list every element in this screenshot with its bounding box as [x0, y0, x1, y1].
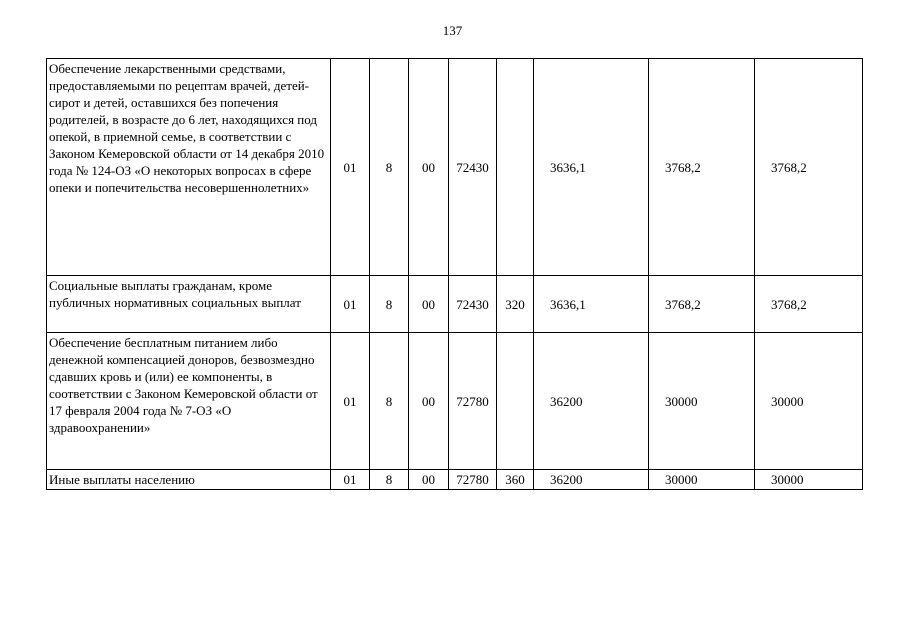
- amount-year-2: 30000: [649, 470, 755, 490]
- amount-year-1: 36200: [534, 333, 649, 470]
- amount-year-3: 3768,2: [755, 59, 863, 276]
- program-code: 8: [370, 470, 409, 490]
- section-code: 01: [331, 59, 370, 276]
- section-code: 01: [331, 470, 370, 490]
- row-description: Иные выплаты населению: [47, 470, 331, 490]
- amount-year-1: 3636,1: [534, 59, 649, 276]
- table-row: [47, 470, 863, 490]
- amount-year-2: 30000: [649, 333, 755, 470]
- expense-type-code: [497, 59, 534, 276]
- expense-type-code: 360: [497, 470, 534, 490]
- item-code: 72430: [449, 59, 497, 276]
- amount-year-1: 36200: [534, 470, 649, 490]
- program-code: 8: [370, 276, 409, 333]
- table-row: [47, 59, 863, 276]
- subprogram-code: 00: [409, 470, 449, 490]
- subprogram-code: 00: [409, 59, 449, 276]
- row-description: Социальные выплаты гражданам, кроме публичных нормативных социальных выплат: [47, 276, 331, 333]
- amount-year-1: 3636,1: [534, 276, 649, 333]
- item-code: 72780: [449, 470, 497, 490]
- item-code: 72780: [449, 333, 497, 470]
- expense-type-code: 320: [497, 276, 534, 333]
- section-code: 01: [331, 333, 370, 470]
- page-number: 137: [442, 23, 463, 38]
- subprogram-code: 00: [409, 276, 449, 333]
- subprogram-code: 00: [409, 333, 449, 470]
- expense-type-code: [497, 333, 534, 470]
- amount-year-3: 30000: [755, 333, 863, 470]
- table-row: [47, 276, 863, 333]
- section-code: 01: [331, 276, 370, 333]
- amount-year-3: 30000: [755, 470, 863, 490]
- program-code: 8: [370, 333, 409, 470]
- budget-table: [46, 58, 863, 490]
- amount-year-2: 3768,2: [649, 276, 755, 333]
- table-row: [47, 333, 863, 470]
- row-description: Обеспечение лекарственными средствами, предоставляемыми по рецептам врачей, детей-сирот и детей, оставшихся без попечения родителей, в возрасте до 6 лет, находящихся под опекой, в приемной семье, в соответствии с Законом Кемеровской области от 14 декабря 2010 года № 124-ОЗ «О некоторых вопросах в сфере опеки и попечительства несовершеннолетних»: [47, 59, 331, 276]
- amount-year-3: 3768,2: [755, 276, 863, 333]
- item-code: 72430: [449, 276, 497, 333]
- row-description: Обеспечение бесплатным питанием либо денежной компенсацией доноров, безвозмездно сдавших кровь и (или) ее компоненты, в соответствии с Законом Кемеровской области от 17 февраля 2004 года № 7-ОЗ «О здравоохранении»: [47, 333, 331, 470]
- program-code: 8: [370, 59, 409, 276]
- amount-year-2: 3768,2: [649, 59, 755, 276]
